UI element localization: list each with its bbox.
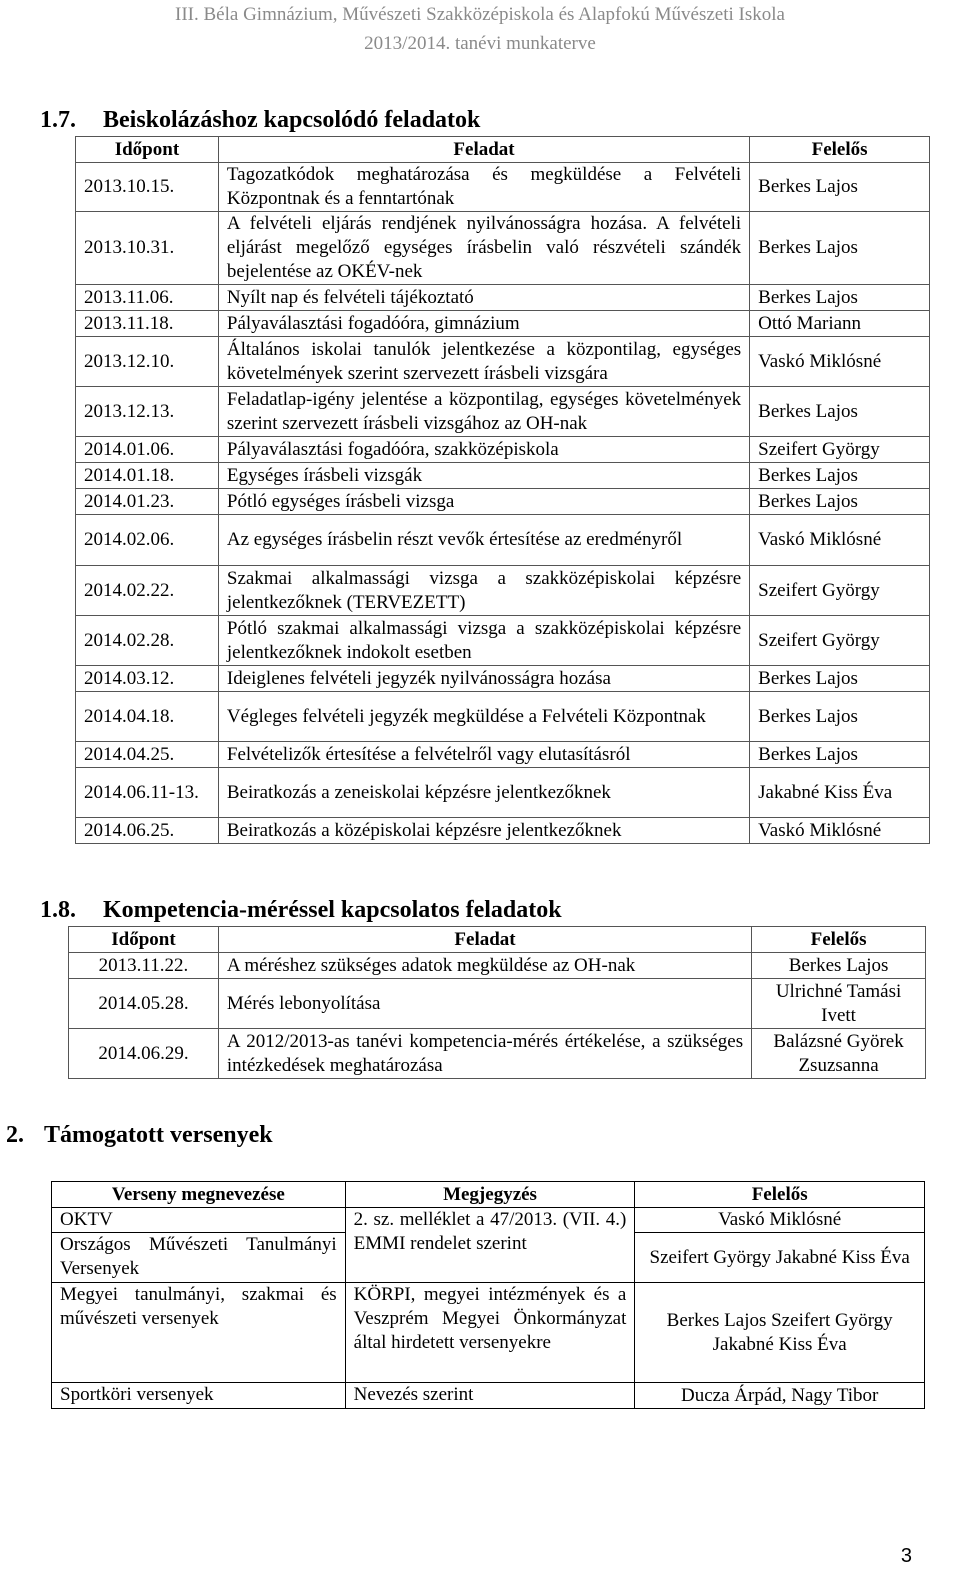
competition-name: OKTV <box>52 1208 346 1233</box>
row-responsible: Berkes Lajos <box>750 489 930 515</box>
row-responsible: Vaskó Miklósné <box>750 515 930 566</box>
competitions-header-row <box>52 1182 925 1208</box>
admissions-row <box>76 566 930 616</box>
admissions-row <box>76 818 930 844</box>
row-task: Feladatlap-igény jelentése a központilag, egységes követelmények szerint szervezett írásbeli vizsgához az OH-nak <box>218 387 749 437</box>
admissions-row <box>76 616 930 666</box>
header-year-plan: 2013/2014. tanévi munkaterve <box>364 33 596 54</box>
competition-responsible: Ducza Árpád, Nagy Tibor <box>635 1383 925 1409</box>
row-date: 2013.10.31. <box>76 212 219 285</box>
competition-note: 2. sz. melléklet a 47/2013. (VII. 4.) EMMI rendelet szerint <box>345 1208 635 1283</box>
row-date: 2013.10.15. <box>76 163 219 212</box>
section-1-7-number: 1.7. <box>40 107 76 133</box>
row-task: Pótló szakmai alkalmassági vizsga a szakközépiskolai képzésre jelentkezőknek indokolt esetben <box>218 616 749 666</box>
row-task: A felvételi eljárás rendjének nyilvánosságra hozása. A felvételi eljárást megelőző egységes írásbelin való részvételi szándék bejelentése az OKÉV-nek <box>218 212 749 285</box>
row-responsible: Szeifert György <box>750 566 930 616</box>
row-responsible: Berkes Lajos <box>750 742 930 768</box>
section-2-title: Támogatott versenyek <box>44 1122 273 1148</box>
header-school-name: III. Béla Gimnázium, Művészeti Szakközépiskola és Alapfokú Művészeti Iskola <box>175 4 785 25</box>
competition-note: Nevezés szerint <box>345 1383 635 1409</box>
row-responsible: Szeifert György <box>750 616 930 666</box>
row-task: Pályaválasztási fogadóóra, szakközépiskola <box>218 437 749 463</box>
row-responsible: Berkes Lajos <box>750 212 930 285</box>
admissions-row <box>76 212 930 285</box>
row-responsible: Berkes Lajos <box>750 666 930 692</box>
competitions-row <box>52 1208 925 1233</box>
row-date: 2013.11.18. <box>76 311 219 337</box>
competition-responsible: Vaskó Miklósné <box>635 1208 925 1233</box>
admissions-header-resp: Felelős <box>750 137 930 163</box>
row-date: 2014.06.11-13. <box>76 768 219 818</box>
section-1-8-number: 1.8. <box>40 897 76 923</box>
admissions-row <box>76 437 930 463</box>
row-responsible: Vaskó Miklósné <box>750 337 930 387</box>
row-task: Szakmai alkalmassági vizsga a szakközépiskolai képzésre jelentkezőknek (TERVEZETT) <box>218 566 749 616</box>
admissions-row <box>76 463 930 489</box>
row-task: Beiratkozás a középiskolai képzésre jelentkezőknek <box>218 818 749 844</box>
admissions-row <box>76 311 930 337</box>
row-date: 2013.11.06. <box>76 285 219 311</box>
section-1-8-title: Kompetencia-méréssel kapcsolatos feladatok <box>103 897 562 923</box>
admissions-row <box>76 285 930 311</box>
competency-table <box>68 926 926 1079</box>
admissions-header-task: Feladat <box>218 137 749 163</box>
admissions-row <box>76 337 930 387</box>
admissions-header-date: Időpont <box>76 137 219 163</box>
competency-header-row <box>69 927 926 953</box>
competency-header-task: Feladat <box>218 927 751 953</box>
admissions-row <box>76 692 930 742</box>
row-date: 2014.01.18. <box>76 463 219 489</box>
row-responsible: Balázsné Györek Zsuzsanna <box>752 1029 926 1079</box>
row-date: 2014.04.25. <box>76 742 219 768</box>
admissions-row <box>76 768 930 818</box>
section-2-heading <box>6 1122 273 1149</box>
admissions-table <box>75 136 930 844</box>
row-date: 2014.05.28. <box>69 979 219 1029</box>
row-date: 2014.02.06. <box>76 515 219 566</box>
row-task: Tagozatkódok meghatározása és megküldése a Felvételi Központnak és a fenntartónak <box>218 163 749 212</box>
row-responsible: Jakabné Kiss Éva <box>750 768 930 818</box>
competition-name: Országos Művészeti Tanulmányi Versenyek <box>52 1233 346 1283</box>
row-task: Mérés lebonyolítása <box>218 979 751 1029</box>
row-task: Ideiglenes felvételi jegyzék nyilvánosságra hozása <box>218 666 749 692</box>
row-responsible: Szeifert György <box>750 437 930 463</box>
admissions-row <box>76 163 930 212</box>
row-responsible: Berkes Lajos <box>750 463 930 489</box>
row-date: 2014.01.23. <box>76 489 219 515</box>
competency-header-resp: Felelős <box>752 927 926 953</box>
row-responsible: Berkes Lajos <box>750 285 930 311</box>
competition-name: Sportköri versenyek <box>52 1383 346 1409</box>
section-2-number: 2. <box>6 1122 24 1148</box>
admissions-row <box>76 515 930 566</box>
admissions-header-row <box>76 137 930 163</box>
row-task: Egységes írásbeli vizsgák <box>218 463 749 489</box>
admissions-row <box>76 742 930 768</box>
section-1-7-title: Beiskolázáshoz kapcsolódó feladatok <box>103 107 481 133</box>
row-date: 2014.04.18. <box>76 692 219 742</box>
competitions-header: Verseny megnevezése <box>52 1182 346 1208</box>
row-date: 2014.06.25. <box>76 818 219 844</box>
row-task: Beiratkozás a zeneiskolai képzésre jelentkezőknek <box>218 768 749 818</box>
section-1-7-heading <box>40 107 480 134</box>
row-task: Pályaválasztási fogadóóra, gimnázium <box>218 311 749 337</box>
row-task: Az egységes írásbelin részt vevők értesítése az eredményről <box>218 515 749 566</box>
row-responsible: Vaskó Miklósné <box>750 818 930 844</box>
admissions-row <box>76 387 930 437</box>
row-date: 2013.12.10. <box>76 337 219 387</box>
page-number: 3 <box>900 1545 912 1567</box>
page-header <box>0 0 960 58</box>
competition-name: Megyei tanulmányi, szakmai és művészeti versenyek <box>52 1283 346 1383</box>
competency-header-date: Időpont <box>69 927 219 953</box>
row-date: 2014.01.06. <box>76 437 219 463</box>
competition-note: KÖRPI, megyei intézmények és a Veszprém Megyei Önkormányzat által hirdetett versenyekre <box>345 1283 635 1383</box>
row-date: 2013.12.13. <box>76 387 219 437</box>
row-responsible: Ulrichné Tamási Ivett <box>752 979 926 1029</box>
row-date: 2013.11.22. <box>69 953 219 979</box>
competitions-header: Felelős <box>635 1182 925 1208</box>
row-task: Felvételizők értesítése a felvételről vagy elutasításról <box>218 742 749 768</box>
admissions-row <box>76 666 930 692</box>
row-responsible: Berkes Lajos <box>750 387 930 437</box>
competency-row <box>69 953 926 979</box>
row-date: 2014.02.22. <box>76 566 219 616</box>
row-responsible: Berkes Lajos <box>750 163 930 212</box>
competency-row <box>69 1029 926 1079</box>
section-1-8-heading <box>40 897 562 924</box>
row-responsible: Berkes Lajos <box>750 692 930 742</box>
admissions-row <box>76 489 930 515</box>
row-task: Végleges felvételi jegyzék megküldése a Felvételi Központnak <box>218 692 749 742</box>
row-task: Nyílt nap és felvételi tájékoztató <box>218 285 749 311</box>
row-task: Általános iskolai tanulók jelentkezése a központilag, egységes követelmények szerint szervezett írásbeli vizsgára <box>218 337 749 387</box>
competitions-header: Megjegyzés <box>345 1182 635 1208</box>
competition-responsible: Berkes Lajos Szeifert György Jakabné Kiss Éva <box>635 1283 925 1383</box>
row-date: 2014.06.29. <box>69 1029 219 1079</box>
competitions-table <box>51 1181 925 1409</box>
competitions-row <box>52 1283 925 1383</box>
row-responsible: Ottó Mariann <box>750 311 930 337</box>
row-task: Pótló egységes írásbeli vizsga <box>218 489 749 515</box>
row-date: 2014.02.28. <box>76 616 219 666</box>
competition-responsible: Szeifert György Jakabné Kiss Éva <box>635 1233 925 1283</box>
competitions-row <box>52 1383 925 1409</box>
row-task: A méréshez szükséges adatok megküldése az OH-nak <box>218 953 751 979</box>
competency-row <box>69 979 926 1029</box>
row-responsible: Berkes Lajos <box>752 953 926 979</box>
row-date: 2014.03.12. <box>76 666 219 692</box>
row-task: A 2012/2013-as tanévi kompetencia-mérés értékelése, a szükséges intézkedések meghatározása <box>218 1029 751 1079</box>
